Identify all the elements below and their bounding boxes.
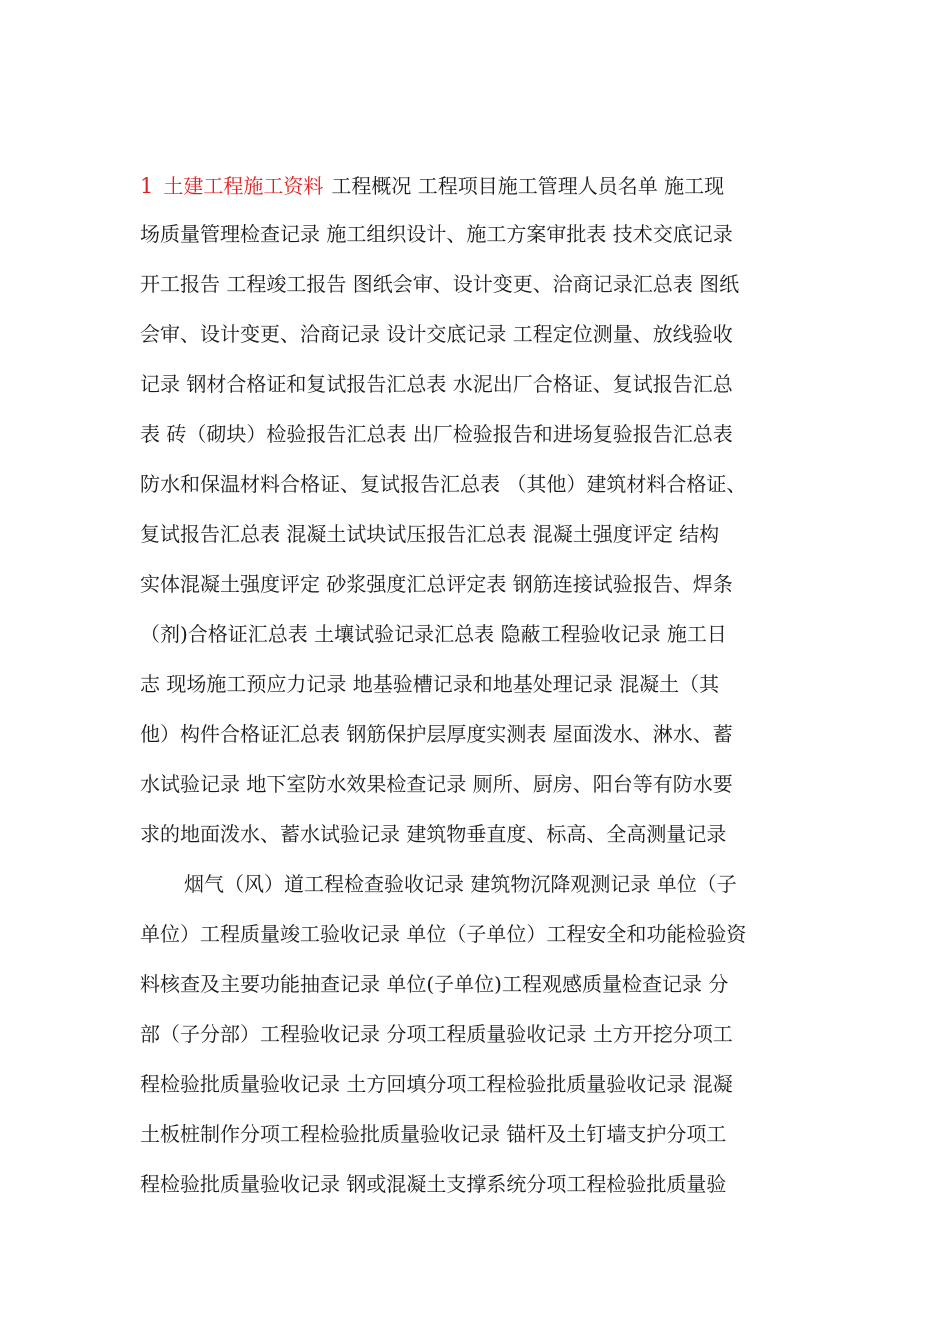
section-number: 1 [140,174,154,198]
text-line-8: 复试报告汇总表 混凝土试块试压报告汇总表 混凝土强度评定 结构 [140,522,720,546]
text-line-14: 求的地面泼水、蓄水试验记录 建筑物垂直度、标高、全高测量记录 [140,822,727,846]
text-line-18: 部（子分部）工程验收记录 分项工程质量验收记录 土方开挖分项工 [140,1022,733,1046]
text-line-15: 烟气（风）道工程检查验收记录 建筑物沉降观测记录 单位（子 [184,872,737,896]
text-line-11: 志 现场施工预应力记录 地基验槽记录和地基处理记录 混凝土（其 [140,672,720,696]
text-line-2: 场质量管理检查记录 施工组织设计、施工方案审批表 技术交底记录 [140,222,733,246]
text-line-12: 他）构件合格证汇总表 钢筋保护层厚度实测表 屋面泼水、淋水、蓄 [140,722,733,746]
text-line-4: 会审、设计变更、洽商记录 设计交底记录 工程定位测量、放线验收 [140,322,733,346]
document-body [140,168,812,1216]
text-line-20: 土板桩制作分项工程检验批质量验收记录 锚杆及土钉墙支护分项工 [140,1122,727,1146]
text-line-5: 记录 钢材合格证和复试报告汇总表 水泥出厂合格证、复试报告汇总 [140,372,733,396]
text-line-6: 表 砖（砌块）检验报告汇总表 出厂检验报告和进场复验报告汇总表 [140,422,733,446]
text-line-13: 水试验记录 地下室防水效果检查记录 厕所、厨房、阳台等有防水要 [140,772,733,796]
text-line-19: 程检验批质量验收记录 土方回填分项工程检验批质量验收记录 混凝 [140,1072,733,1096]
text-line-17: 料核查及主要功能抽查记录 单位(子单位)工程观感质量检查记录 分 [140,972,729,996]
text-line-16: 单位）工程质量竣工验收记录 单位（子单位）工程安全和功能检验资 [140,922,747,946]
text-line-3: 开工报告 工程竣工报告 图纸会审、设计变更、洽商记录汇总表 图纸 [140,272,740,296]
text-line-9: 实体混凝土强度评定 砂浆强度汇总评定表 钢筋连接试验报告、焊条 [140,572,733,596]
section-title: 土建工程施工资料 [163,174,324,198]
text-line-10: （剂)合格证汇总表 土壤试验记录汇总表 隐蔽工程验收记录 施工日 [140,622,727,646]
text-line-1 [140,168,812,216]
text-line-7: 防水和保温材料合格证、复试报告汇总表 （其他）建筑材料合格证、 [140,472,747,496]
text-line-21: 程检验批质量验收记录 钢或混凝土支撑系统分项工程检验批质量验 [140,1172,727,1196]
line-text: 工程概况 工程项目施工管理人员名单 施工现 [331,174,725,198]
